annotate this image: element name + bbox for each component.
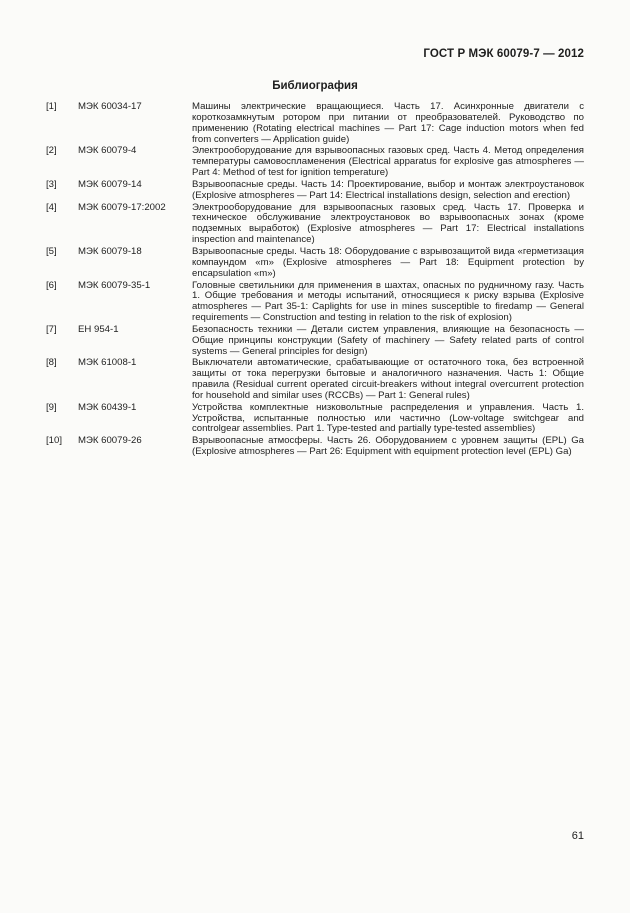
- bibliography-entry: [46, 247, 584, 280]
- entry-number: [1]: [46, 101, 57, 112]
- document-header: ГОСТ Р МЭК 60079-7 — 2012: [423, 48, 584, 60]
- entry-standard-code: МЭК 61008-1: [78, 357, 137, 369]
- bibliography-entry: [46, 146, 584, 179]
- entry-number: [9]: [46, 401, 57, 413]
- entry-number: [2]: [46, 145, 57, 157]
- entry-description: Устройства комплектные низковольтные распределения и управления. Часть 1. Устройства, испытанные полностью или частично (Low-voltage switchgear and controlgear assemblies. Part 1. Type-tested and partially type-tested assemblies): [192, 401, 584, 435]
- bibliography-entry: [46, 436, 584, 458]
- bibliography-entry: [46, 358, 584, 401]
- entry-standard-code: МЭК 60079-4: [78, 145, 137, 157]
- entry-description: Машины электрические вращающиеся. Часть 17. Асинхронные двигатели с короткозамкнутым ротором при питании от преобразователей. Руководство по применению (Rotating electrical machines — Part 17: Cage induction motors when fed from converters — Application guide): [192, 101, 584, 145]
- entry-number: [8]: [46, 357, 57, 369]
- entry-description: Электрооборудование для взрывоопасных газовых сред. Часть 17. Проверка и техническое обслуживание электроустановок во взрывоопасных зонах (кроме подземных выработок) (Explosive atmospheres — Part 17: Electrical installations inspection and maintenance): [192, 201, 584, 246]
- page-number: 61: [571, 830, 584, 842]
- entry-standard-code: МЭК 60079-17:2002: [78, 201, 166, 213]
- entry-description: Головные светильники для применения в шахтах, опасных по рудничному газу. Часть 1. Общие требования и методы испытаний, относящиеся к риску взрыва (Explosive atmospheres — Part 35-1: Caplights for use in mines susceptible to firedamp — General requirements — Construction and testing in relation to the risk of explosion): [192, 279, 584, 324]
- bibliography-entry: [46, 102, 584, 145]
- entry-number: [10]: [46, 435, 63, 447]
- entry-number: [4]: [46, 201, 57, 213]
- entry-standard-code: МЭК 60079-14: [78, 178, 142, 190]
- page-title: Библиография: [272, 80, 358, 92]
- entry-standard-code: МЭК 60079-18: [78, 245, 142, 257]
- entry-standard-code: МЭК 60439-1: [78, 401, 137, 413]
- entry-standard-code: МЭК 60079-35-1: [78, 279, 151, 291]
- entry-standard-code: МЭК 60079-26: [78, 435, 142, 447]
- entry-number: [7]: [46, 323, 57, 335]
- entry-standard-code: ЕН 954-1: [78, 323, 119, 335]
- entry-description: Безопасность техники — Детали систем управления, влияющие на безопасность — Общие принципы конструкции (Safety of machinery — Safety related parts of control systems — General principles for design): [192, 323, 584, 357]
- bibliography-entry: [46, 403, 584, 436]
- entry-number: [5]: [46, 245, 57, 257]
- bibliography-entry: [46, 180, 584, 202]
- entry-standard-code: МЭК 60034-17: [78, 101, 142, 112]
- entry-description: Электрооборудование для взрывоопасных газовых сред. Часть 4. Метод определения температуры самовоспламенения (Electrical apparatus for explosive gas atmospheres — Part 4: Method of test for ignition temperature): [192, 145, 584, 179]
- entry-number: [3]: [46, 178, 57, 190]
- entry-description: Взрывоопасные атмосферы. Часть 26. Оборудованием с уровнем защиты (EPL) Ga (Explosive atmospheres — Part 26: Equipment with equipment protection level (EPL) Ga): [192, 435, 584, 458]
- entry-number: [6]: [46, 279, 57, 291]
- entry-description: Выключатели автоматические, срабатывающие от остаточного тока, без встроенной защиты от тока перегрузки бытовые и аналогичного назначения. Часть 1: Общие правила (Residual current operated circuit-breakers without integral overcurrent protection for household and similar uses (RCCBs) — Part 1: General rules): [192, 357, 584, 401]
- bibliography-entry: [46, 203, 584, 246]
- bibliography-list: [46, 102, 584, 459]
- entry-description: Взрывоопасные среды. Часть 14: Проектирование, выбор и монтаж электроустановок (Explosive atmospheres — Part 14: Electrical installations design, selection and erection): [192, 178, 584, 201]
- bibliography-entry: [46, 325, 584, 358]
- bibliography-entry: [46, 281, 584, 324]
- entry-description: Взрывоопасные среды. Часть 18: Оборудование с взрывозащитой вида «герметизация компаундом «m» (Explosive atmospheres — Part 18: Equipment protection by encapsulation «m»): [192, 245, 584, 279]
